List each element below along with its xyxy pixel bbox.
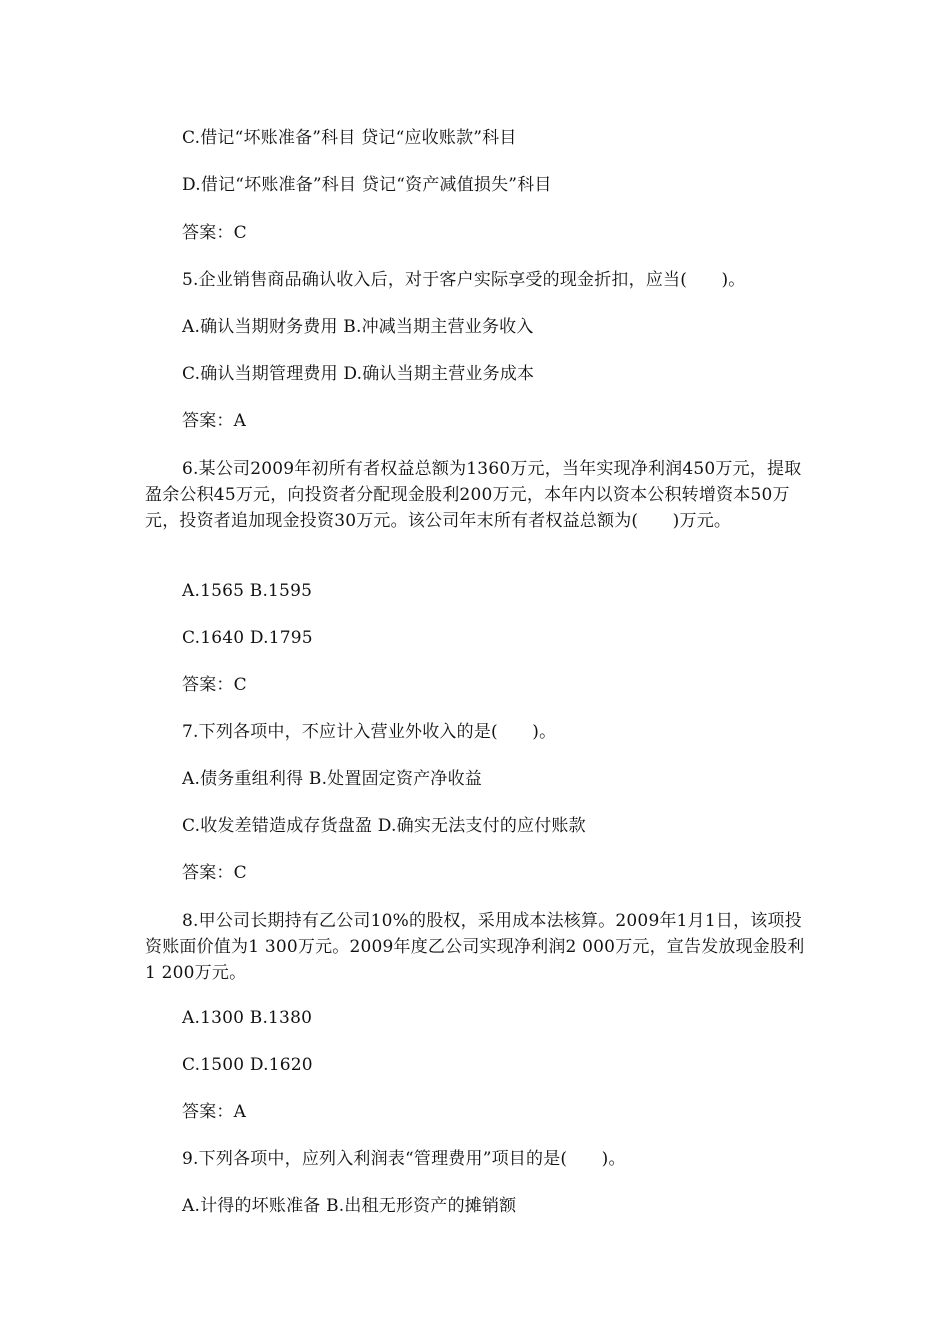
q6-options-cd: C.1640 D.1795 xyxy=(182,628,313,648)
q7-answer: 答案：C xyxy=(182,863,247,883)
q5-answer: 答案：A xyxy=(182,411,247,431)
q4-option-d: D.借记“坏账准备”科目 贷记“资产减值损失”科目 xyxy=(182,175,552,195)
q9-options-ab: A.计得的坏账准备 B.出租无形资产的摊销额 xyxy=(182,1196,517,1216)
q4-answer: 答案：C xyxy=(182,223,247,243)
q8-answer: 答案：A xyxy=(182,1102,247,1122)
q8-stem: 8.甲公司长期持有乙公司10%的股权，采用成本法核算。2009年1月1日，该项投资账面价值为1 300万元。2009年度乙公司实现净利润2 000万元，宣告发放现金股利1 200万元。 xyxy=(145,911,805,983)
q6-answer: 答案：C xyxy=(182,675,247,695)
q9-stem: 9.下列各项中，应列入利润表“管理费用”项目的是( )。 xyxy=(182,1149,626,1169)
q4-option-c: C.借记“坏账准备”科目 贷记“应收账款”科目 xyxy=(182,128,517,148)
q7-options-cd: C.收发差错造成存货盘盈 D.确实无法支付的应付账款 xyxy=(182,816,586,836)
q6-options-ab: A.1565 B.1595 xyxy=(182,581,313,601)
q5-options-ab: A.确认当期财务费用 B.冲减当期主营业务收入 xyxy=(182,317,534,337)
q7-stem: 7.下列各项中，不应计入营业外收入的是( )。 xyxy=(182,722,557,742)
q5-stem: 5.企业销售商品确认收入后，对于客户实际享受的现金折扣，应当( )。 xyxy=(182,270,746,290)
q6-stem: 6.某公司2009年初所有者权益总额为1360万元，当年实现净利润450万元，提取盈余公积45万元，向投资者分配现金股利200万元，本年内以资本公积转增资本50万元，投资者追加现金投资30万元。该公司年末所有者权益总额为( )万元。 xyxy=(145,459,802,531)
q8-options-ab: A.1300 B.1380 xyxy=(182,1008,313,1028)
q8-options-cd: C.1500 D.1620 xyxy=(182,1055,313,1075)
q7-options-ab: A.债务重组利得 B.处置固定资产净收益 xyxy=(182,769,482,789)
q5-options-cd: C.确认当期管理费用 D.确认当期主营业务成本 xyxy=(182,364,535,384)
